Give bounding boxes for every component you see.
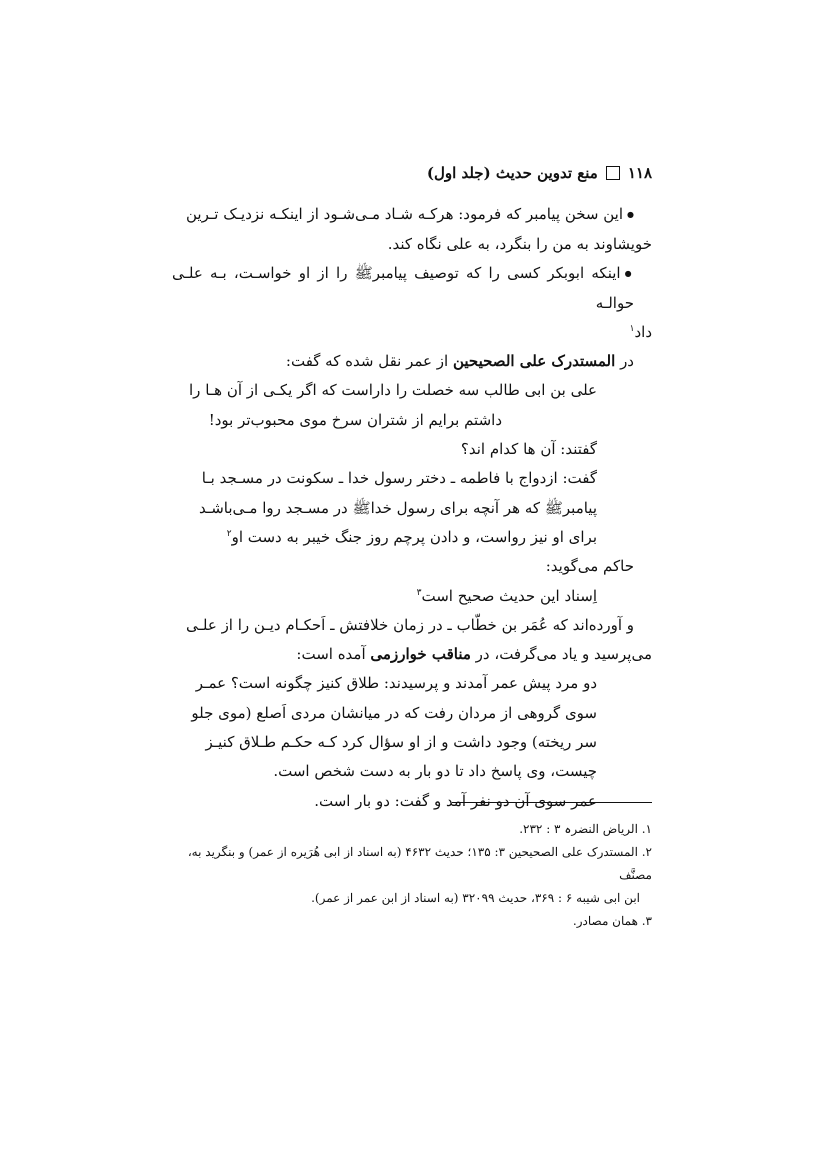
quote-line: عمر سوی آن دو نفر آمد و گفت: دو بار است. bbox=[314, 791, 597, 810]
quote-line: پیامبرﷺ که هر آنچه برای رسول خداﷺ در مسـجد روا مـی‌باشـد bbox=[198, 498, 597, 517]
footnote: ابن ابی شیبه ۶ : ۳۶۹، حدیث ۳۲۰۹۹ (به اسناد از ابن عمر از عمر). bbox=[311, 891, 640, 905]
text-span: اِسناد این حدیث صحیح است bbox=[421, 586, 597, 605]
text-span: از عمر نقل شده که گفت: bbox=[285, 352, 449, 371]
quote-line: علی بن ابی طالب سه خصلت را داراست که اگر یکـی از آن هـا را bbox=[189, 381, 597, 400]
quote-line bbox=[172, 582, 652, 611]
footnote-divider bbox=[452, 802, 652, 803]
quote-line: سر ریخته) وجود داشت و از او سؤال کرد کـه حکـم طـلاق کنیـز bbox=[205, 733, 597, 752]
body-text bbox=[172, 200, 652, 816]
source-title: المستدرک علی الصحیحین bbox=[452, 352, 616, 371]
text-span: داد bbox=[634, 322, 652, 341]
footnote-ref: ۲ bbox=[226, 528, 232, 539]
quote-line: داشتم برایم از شتران سرخ موی محبوب‌تر بود! bbox=[208, 410, 502, 429]
text-line: حاکم می‌گوید: bbox=[545, 557, 634, 576]
quote-line: دو مرد پیش عمر آمدند و پرسیدند: طلاق کنیز چگونه است؟ عمـر bbox=[195, 674, 597, 693]
text-line: اینکه ابوبکر کسی را که توصیف پیامبرﷺ را از او خواسـت، بـه علـی حوالـه bbox=[172, 263, 634, 312]
quote-line bbox=[172, 523, 652, 552]
bullet-line bbox=[172, 200, 652, 230]
footnote: ۳. همان مصادر. bbox=[572, 914, 652, 928]
quote-line: سوی گروهی از مردان رفت که در میانشان مردی اَصلع (موی جلو bbox=[191, 703, 597, 722]
running-title: منع تدوین حدیث (جلد اول) bbox=[426, 164, 598, 182]
source-title: مناقب خوارزمی bbox=[370, 645, 471, 664]
text-span: می‌پرسید و یاد می‌گرفت، در bbox=[475, 645, 652, 664]
bullet-line bbox=[172, 259, 652, 318]
page-header bbox=[427, 158, 652, 188]
text-line bbox=[172, 347, 652, 376]
text-line: و آورده‌اند که عُمَر بن خطّاب ـ در زمان خلافتش ـ اَحکـام دیـن را از علـی bbox=[185, 615, 634, 634]
text-line bbox=[172, 640, 652, 669]
footnote: ۲. المستدرک علی الصحیحین ۳: ۱۳۵؛ حدیث ۴۶۳۲ (به اسناد از ابی هُرَیره از عمر) و بنگرید به، مصنَّف bbox=[187, 845, 652, 882]
page-number: ۱۱۸ bbox=[627, 164, 652, 182]
footnotes bbox=[172, 818, 652, 933]
square-icon bbox=[606, 166, 620, 180]
footnote-ref: ۳ bbox=[416, 587, 422, 598]
quote-line: چیست، وی پاسخ داد تا دو بار به دست شخص است. bbox=[273, 762, 597, 781]
text-span: در bbox=[620, 352, 634, 371]
text-line bbox=[172, 318, 652, 347]
text-span: آمده است: bbox=[296, 645, 366, 664]
quote-line: گفت: ازدواج با فاطمه ـ دختر رسول خدا ـ سکونت در مسـجد بـا bbox=[201, 469, 597, 488]
footnote: ۱. الریاض النضرہ ۳ : ۲۳۲. bbox=[519, 822, 652, 836]
footnote-ref: ۱ bbox=[629, 323, 635, 334]
page bbox=[172, 0, 652, 1169]
quote-line: گفتند: آن ها کدام اند؟ bbox=[460, 440, 597, 459]
text-line: این سخن پیامبر که فرمود: هرکـه شـاد مـی‌شـود از اینکـه نزدیـک تـرین bbox=[186, 205, 624, 223]
text-span: برای او نیز رواست، و دادن پرچم روز جنگ خیبر به دست او bbox=[231, 527, 597, 546]
text-line: خویشاوند به من را بنگرد، به علی نگاه کند. bbox=[387, 234, 652, 253]
